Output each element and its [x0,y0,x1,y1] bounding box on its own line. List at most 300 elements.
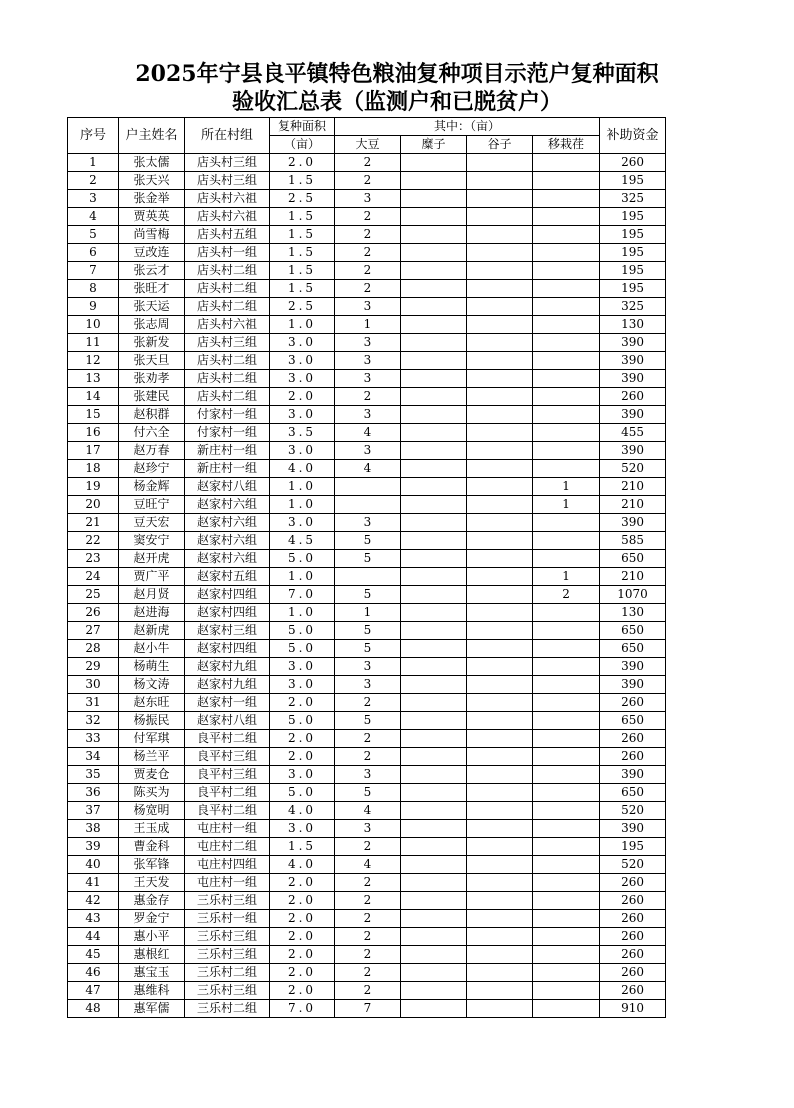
cell-village: 三乐村三组 [185,892,270,910]
cell-millet [401,946,467,964]
table-row [68,496,666,514]
cell-name: 付六全 [119,424,185,442]
cell-area: 3.0 [270,334,335,352]
cell-seq: 34 [68,748,119,766]
cell-grain [467,838,533,856]
cell-area: 1.5 [270,226,335,244]
page-title: 2025年宁县良平镇特色粮油复种项目示范户复种面积 [135,61,659,87]
table-row [68,748,666,766]
cell-soybean: 5 [335,586,401,604]
cell-soybean: 2 [335,694,401,712]
cell-subsidy: 195 [600,262,666,280]
cell-soybean: 2 [335,262,401,280]
cell-soybean: 4 [335,460,401,478]
cell-seq: 12 [68,352,119,370]
cell-seq: 10 [68,316,119,334]
cell-subsidy: 260 [600,928,666,946]
cell-grain [467,640,533,658]
cell-seq: 31 [68,694,119,712]
cell-soybean: 2 [335,838,401,856]
cell-village: 店头村二组 [185,352,270,370]
cell-village: 赵家村八组 [185,478,270,496]
cell-millet [401,766,467,784]
cell-area: 1.5 [270,838,335,856]
table-row [68,550,666,568]
cell-village: 赵家村四组 [185,604,270,622]
table-row [68,370,666,388]
cell-area: 1.5 [270,172,335,190]
table-row [68,838,666,856]
cell-transplant [533,424,600,442]
cell-transplant [533,622,600,640]
cell-transplant [533,838,600,856]
cell-seq: 15 [68,406,119,424]
header-soybean: 大豆 [335,136,401,154]
cell-grain [467,370,533,388]
header-name: 户主姓名 [119,118,185,154]
cell-millet [401,514,467,532]
cell-millet [401,496,467,514]
cell-area: 1.0 [270,496,335,514]
cell-name: 张建民 [119,388,185,406]
cell-seq: 2 [68,172,119,190]
cell-seq: 43 [68,910,119,928]
cell-village: 三乐村一组 [185,910,270,928]
cell-grain [467,784,533,802]
cell-subsidy: 390 [600,352,666,370]
cell-soybean: 5 [335,784,401,802]
cell-seq: 16 [68,424,119,442]
cell-grain [467,208,533,226]
cell-seq: 42 [68,892,119,910]
cell-millet [401,568,467,586]
cell-soybean: 2 [335,730,401,748]
cell-village: 屯庄村一组 [185,820,270,838]
cell-millet [401,982,467,1000]
cell-millet [401,586,467,604]
cell-seq: 20 [68,496,119,514]
cell-transplant [533,262,600,280]
table-row [68,892,666,910]
cell-subsidy: 650 [600,784,666,802]
cell-seq: 33 [68,730,119,748]
cell-millet [401,370,467,388]
cell-transplant [533,352,600,370]
cell-millet [401,928,467,946]
cell-village: 店头村二组 [185,280,270,298]
table-row [68,946,666,964]
cell-subsidy: 325 [600,298,666,316]
cell-grain [467,658,533,676]
header-area: 复种面积 [270,118,335,136]
cell-village: 赵家村八组 [185,712,270,730]
cell-seq: 17 [68,442,119,460]
cell-millet [401,694,467,712]
cell-seq: 13 [68,370,119,388]
cell-area: 5.0 [270,622,335,640]
cell-name: 罗金宁 [119,910,185,928]
cell-subsidy: 455 [600,424,666,442]
cell-millet [401,550,467,568]
cell-area: 4.5 [270,532,335,550]
cell-name: 张金举 [119,190,185,208]
cell-name: 惠军儒 [119,1000,185,1018]
cell-seq: 35 [68,766,119,784]
cell-area: 2.0 [270,982,335,1000]
cell-millet [401,874,467,892]
cell-soybean: 2 [335,946,401,964]
cell-village: 店头村三组 [185,334,270,352]
cell-millet [401,892,467,910]
cell-name: 陈买为 [119,784,185,802]
cell-transplant [533,784,600,802]
cell-transplant [533,280,600,298]
cell-transplant [533,514,600,532]
cell-grain [467,514,533,532]
cell-grain [467,262,533,280]
cell-seq: 1 [68,154,119,172]
cell-soybean: 2 [335,874,401,892]
cell-village: 店头村六祖 [185,190,270,208]
cell-name: 张劝孝 [119,370,185,388]
cell-name: 赵珍宁 [119,460,185,478]
cell-millet [401,640,467,658]
cell-grain [467,748,533,766]
cell-seq: 18 [68,460,119,478]
cell-millet [401,334,467,352]
cell-name: 窦安宁 [119,532,185,550]
cell-village: 店头村一组 [185,244,270,262]
cell-area: 5.0 [270,784,335,802]
cell-area: 1.5 [270,208,335,226]
cell-soybean: 5 [335,622,401,640]
cell-subsidy: 260 [600,748,666,766]
cell-area: 2.0 [270,388,335,406]
cell-area: 2.0 [270,694,335,712]
cell-millet [401,424,467,442]
cell-soybean: 3 [335,334,401,352]
table-row [68,226,666,244]
cell-millet [401,208,467,226]
cell-transplant [533,334,600,352]
cell-name: 豆旺宁 [119,496,185,514]
cell-grain [467,424,533,442]
cell-subsidy: 390 [600,514,666,532]
cell-grain [467,604,533,622]
cell-soybean: 2 [335,892,401,910]
cell-millet [401,748,467,766]
cell-grain [467,550,533,568]
cell-transplant [533,892,600,910]
cell-grain [467,910,533,928]
cell-seq: 27 [68,622,119,640]
cell-soybean: 2 [335,388,401,406]
cell-subsidy: 260 [600,946,666,964]
cell-subsidy: 260 [600,982,666,1000]
cell-seq: 4 [68,208,119,226]
table-row [68,244,666,262]
cell-subsidy: 210 [600,478,666,496]
cell-area: 1.0 [270,316,335,334]
cell-seq: 29 [68,658,119,676]
cell-name: 惠小平 [119,928,185,946]
header-subsidy: 补助资金 [600,118,666,154]
cell-seq: 3 [68,190,119,208]
cell-village: 屯庄村二组 [185,838,270,856]
table-row [68,478,666,496]
cell-area: 3.0 [270,820,335,838]
cell-seq: 23 [68,550,119,568]
cell-name: 贾麦仓 [119,766,185,784]
cell-name: 豆天宏 [119,514,185,532]
cell-area: 5.0 [270,640,335,658]
cell-village: 店头村二组 [185,388,270,406]
cell-soybean: 3 [335,190,401,208]
cell-name: 赵新虎 [119,622,185,640]
cell-subsidy: 260 [600,154,666,172]
cell-millet [401,838,467,856]
cell-transplant [533,694,600,712]
cell-grain [467,802,533,820]
cell-millet [401,910,467,928]
cell-grain [467,478,533,496]
cell-transplant [533,640,600,658]
cell-grain [467,712,533,730]
cell-village: 三乐村二组 [185,964,270,982]
table-row [68,316,666,334]
cell-village: 三乐村三组 [185,946,270,964]
cell-transplant [533,982,600,1000]
cell-village: 良平村三组 [185,766,270,784]
cell-soybean: 2 [335,910,401,928]
cell-soybean: 3 [335,766,401,784]
cell-seq: 38 [68,820,119,838]
cell-village: 屯庄村四组 [185,856,270,874]
cell-soybean: 1 [335,604,401,622]
cell-area: 2.0 [270,928,335,946]
cell-transplant [533,370,600,388]
cell-subsidy: 390 [600,334,666,352]
cell-millet [401,802,467,820]
cell-grain [467,928,533,946]
cell-soybean: 3 [335,370,401,388]
cell-subsidy: 390 [600,820,666,838]
header-village: 所在村组 [185,118,270,154]
table-row [68,262,666,280]
cell-name: 赵进海 [119,604,185,622]
cell-area: 2.0 [270,964,335,982]
table-row [68,334,666,352]
table-row [68,730,666,748]
cell-subsidy: 390 [600,442,666,460]
table-row [68,532,666,550]
cell-soybean: 3 [335,298,401,316]
cell-name: 王玉成 [119,820,185,838]
cell-grain [467,586,533,604]
cell-area: 3.0 [270,352,335,370]
cell-seq: 40 [68,856,119,874]
cell-soybean: 4 [335,856,401,874]
cell-name: 张太儒 [119,154,185,172]
cell-grain [467,568,533,586]
cell-subsidy: 195 [600,172,666,190]
cell-millet [401,406,467,424]
cell-name: 张志周 [119,316,185,334]
cell-village: 店头村五组 [185,226,270,244]
table-row [68,982,666,1000]
cell-millet [401,172,467,190]
cell-area: 3.5 [270,424,335,442]
cell-seq: 37 [68,802,119,820]
cell-grain [467,298,533,316]
cell-millet [401,244,467,262]
cell-transplant [533,388,600,406]
cell-subsidy: 130 [600,604,666,622]
cell-name: 张军锋 [119,856,185,874]
cell-area: 2.0 [270,910,335,928]
cell-soybean: 5 [335,532,401,550]
table-row [68,586,666,604]
cell-transplant [533,874,600,892]
cell-soybean: 3 [335,406,401,424]
cell-seq: 36 [68,784,119,802]
table-row [68,784,666,802]
cell-area: 3.0 [270,514,335,532]
cell-transplant: 2 [533,586,600,604]
cell-millet [401,676,467,694]
cell-millet [401,622,467,640]
cell-transplant: 1 [533,496,600,514]
table-row [68,802,666,820]
cell-transplant [533,676,600,694]
cell-seq: 28 [68,640,119,658]
cell-soybean: 3 [335,676,401,694]
cell-transplant [533,190,600,208]
cell-seq: 21 [68,514,119,532]
cell-area: 1.0 [270,604,335,622]
cell-name: 张云才 [119,262,185,280]
header-transplant: 移栽荏 [533,136,600,154]
cell-seq: 5 [68,226,119,244]
cell-soybean: 5 [335,640,401,658]
cell-area: 5.0 [270,712,335,730]
cell-name: 张旺才 [119,280,185,298]
cell-name: 赵月贤 [119,586,185,604]
cell-soybean: 3 [335,442,401,460]
table-row [68,352,666,370]
cell-transplant [533,946,600,964]
table-row [68,604,666,622]
cell-grain [467,856,533,874]
cell-transplant [533,928,600,946]
cell-area: 3.0 [270,658,335,676]
table-row [68,514,666,532]
cell-transplant [533,460,600,478]
cell-subsidy: 195 [600,280,666,298]
cell-village: 店头村二组 [185,262,270,280]
cell-area: 1.5 [270,244,335,262]
cell-area: 2.0 [270,154,335,172]
cell-name: 尚雪梅 [119,226,185,244]
cell-name: 惠维科 [119,982,185,1000]
cell-transplant [533,550,600,568]
cell-seq: 22 [68,532,119,550]
table-row [68,910,666,928]
table-row [68,190,666,208]
cell-seq: 7 [68,262,119,280]
cell-subsidy: 650 [600,640,666,658]
cell-area: 4.0 [270,802,335,820]
table-row [68,640,666,658]
cell-village: 店头村二组 [185,298,270,316]
cell-millet [401,298,467,316]
cell-village: 良平村二组 [185,784,270,802]
cell-transplant [533,244,600,262]
cell-name: 赵东旺 [119,694,185,712]
cell-soybean: 3 [335,820,401,838]
cell-subsidy: 260 [600,874,666,892]
cell-village: 店头村三组 [185,154,270,172]
cell-area: 4.0 [270,460,335,478]
cell-grain [467,244,533,262]
cell-village: 赵家村五组 [185,568,270,586]
cell-area: 3.0 [270,442,335,460]
cell-subsidy: 520 [600,802,666,820]
cell-millet [401,604,467,622]
header-among: 其中：（亩） [335,118,600,136]
cell-subsidy: 390 [600,370,666,388]
cell-name: 豆改连 [119,244,185,262]
cell-area: 3.0 [270,370,335,388]
cell-name: 赵积群 [119,406,185,424]
cell-village: 赵家村六组 [185,496,270,514]
cell-soybean: 4 [335,424,401,442]
cell-grain [467,352,533,370]
cell-village: 赵家村九组 [185,658,270,676]
cell-millet [401,532,467,550]
cell-millet [401,820,467,838]
cell-soybean: 2 [335,208,401,226]
cell-grain [467,964,533,982]
cell-transplant [533,964,600,982]
cell-transplant [533,226,600,244]
cell-millet [401,730,467,748]
cell-millet [401,964,467,982]
cell-area: 1.5 [270,280,335,298]
cell-grain [467,460,533,478]
cell-soybean: 3 [335,514,401,532]
cell-soybean: 2 [335,280,401,298]
page-subtitle: 验收汇总表（监测户和已脱贫户） [231,89,562,115]
cell-millet [401,460,467,478]
cell-village: 店头村二组 [185,370,270,388]
cell-name: 张天运 [119,298,185,316]
cell-village: 赵家村四组 [185,586,270,604]
cell-millet [401,658,467,676]
table-row [68,964,666,982]
cell-millet [401,316,467,334]
cell-transplant [533,604,600,622]
cell-seq: 32 [68,712,119,730]
cell-area: 2.0 [270,946,335,964]
cell-name: 曹金科 [119,838,185,856]
cell-village: 赵家村一组 [185,694,270,712]
cell-soybean: 3 [335,352,401,370]
cell-area: 2.0 [270,874,335,892]
cell-village: 赵家村九组 [185,676,270,694]
cell-soybean: 1 [335,316,401,334]
cell-subsidy: 650 [600,622,666,640]
